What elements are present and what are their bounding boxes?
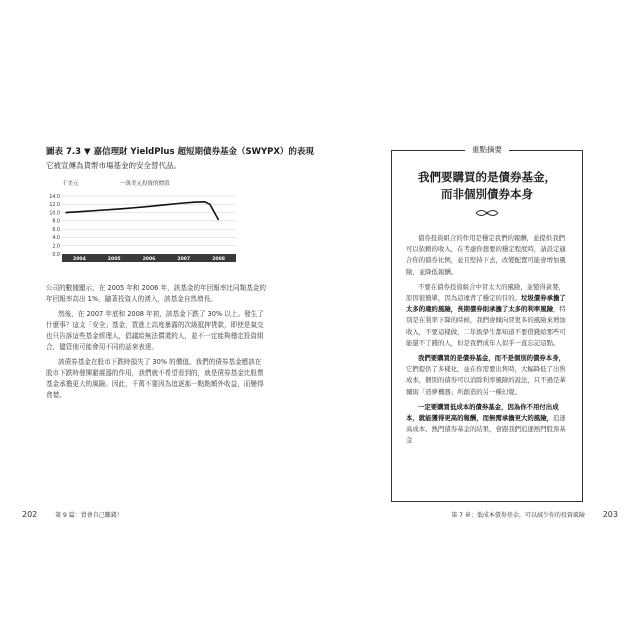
x-tick-label: 2006 bbox=[142, 256, 156, 262]
box-paragraph-1: 債券投資組合的作用是穩定我們的報酬，並提供我們可以依賴的收入，在考慮你想要的穩定程度時，請設定適合你的債券比例，並且堅持下去，改變配置可能會增加風險，並降低報酬。 bbox=[406, 234, 566, 276]
y-tick-label: 0.0 bbox=[52, 252, 60, 258]
x-tick-label: 2005 bbox=[107, 256, 121, 262]
x-tick-label: 2008 bbox=[212, 256, 225, 262]
x-tick-label: 2004 bbox=[73, 256, 86, 262]
paragraph-1: 公司的數據顯示，在 2005 年和 2006 年，該基金的年回報率比同類基金的年回報率高出 1%，隨著投資人的湧入，該基金自然增長。 bbox=[46, 284, 266, 303]
box-title bbox=[392, 169, 582, 203]
y-tick-label: 12.0 bbox=[49, 203, 60, 209]
flourish-ornament-icon bbox=[474, 207, 500, 219]
box-paragraph-3 bbox=[406, 353, 570, 398]
box-p3-text: 它們提供了多樣化，並在你需要出售時，大幅降低了出售成本，個別的債券可以消除利率風險的說法，只不過是華爾街「造夢機器」所創造的另一種幻覺。 bbox=[406, 365, 566, 396]
box-text bbox=[406, 233, 570, 451]
box-p3-bold: 我們要購買的是債券基金，而不是個別的債券本身， bbox=[418, 354, 565, 363]
y-tick-label: 10.0 bbox=[49, 211, 60, 217]
chart-y-label: 千美元 bbox=[62, 181, 79, 187]
body-text bbox=[46, 283, 268, 405]
chart-title: 一萬美元投資的價值 bbox=[120, 181, 170, 187]
figure-subcaption: 它被宣傳為貨幣市場基金的安全替代品。 bbox=[46, 161, 181, 170]
x-tick-label: 2007 bbox=[177, 256, 191, 262]
footer-left bbox=[22, 510, 123, 519]
box-title-line-2: 而非個別債券本身 bbox=[441, 187, 533, 201]
paragraph-3: 該債券基金在股市下跌時損失了 30% 的價值。我們的債券基金應該在股市下跌時發揮避震器的作用，我們就不希望看到的，就是債券基金比股票基金承擔更大的風險。因此，千萬不要因為追逐那一點點額外收益，而變得貪婪。 bbox=[46, 358, 264, 399]
box-paragraph-4 bbox=[406, 402, 570, 447]
chart-y-ticks bbox=[49, 194, 60, 258]
footer-right bbox=[451, 510, 618, 519]
box-p4-text: 追逐高成本、熱門債券基金的結果，會跟我們追逐熱門股票基金 bbox=[406, 414, 566, 445]
box-p4-bold: 一定要購買低成本的債券基金，因為你不用付出成本，就能獲得更高的報酬，而無需承擔更大的風險， bbox=[406, 402, 559, 423]
chapter-title-right: 第 7 章：低成本債券基金，可以減少你的投資風險 bbox=[451, 512, 585, 519]
summary-box bbox=[391, 145, 583, 502]
box-p2-bold: 垃圾債券承擔了太多的違約風險，長期債券則承擔了太多的利率風險 bbox=[406, 294, 566, 314]
y-tick-label: 14.0 bbox=[49, 194, 60, 200]
box-p2-text-a: 不要在債券投資組合中冒太大的風險，並變得貪婪，原因很簡單，因為這違背了穩定的目的。 bbox=[406, 282, 565, 303]
y-tick-label: 4.0 bbox=[52, 236, 60, 242]
box-p2-text-b: ，特別是在利率下降的時候，我們會傾向冒更多的風險來增加收入，不要這樣做，二年級學生都知道不要借錢給那些可能還不了錢的人，但是我們成年人似乎一直忘記這點。 bbox=[406, 305, 566, 347]
figure-caption: 圖表 7.3 ▼ 嘉信理財 YieldPlus 超短期債券基金（SWYPX）的表現 bbox=[46, 147, 314, 157]
box-paragraph-2 bbox=[406, 282, 570, 349]
y-tick-label: 6.0 bbox=[52, 227, 60, 233]
chapter-title-left: 第 9 篇：買會自己賺錢！ bbox=[55, 512, 123, 519]
y-tick-label: 2.0 bbox=[52, 244, 60, 250]
page-number-right: 203 bbox=[602, 510, 618, 519]
box-title-line-1: 我們要購買的是債券基金， bbox=[418, 170, 556, 184]
paragraph-2: 然後，在 2007 年底和 2008 年初，該基金下跌了 30% 以上。發生了什麼事？這支「安全」基金，買進上高度暴露的次級抵押貸款，即使是氣交也只告訴這些基金經理人，倡議給無法償還的人，並不一定能夠穩定投資組合，儘管他可能會用不同的話來表達。 bbox=[46, 310, 264, 351]
page-number-left: 202 bbox=[22, 510, 38, 519]
line-chart bbox=[40, 176, 240, 268]
right-page bbox=[320, 0, 640, 640]
box-label: 重點摘要 bbox=[465, 144, 509, 155]
y-tick-label: 8.0 bbox=[52, 219, 60, 225]
